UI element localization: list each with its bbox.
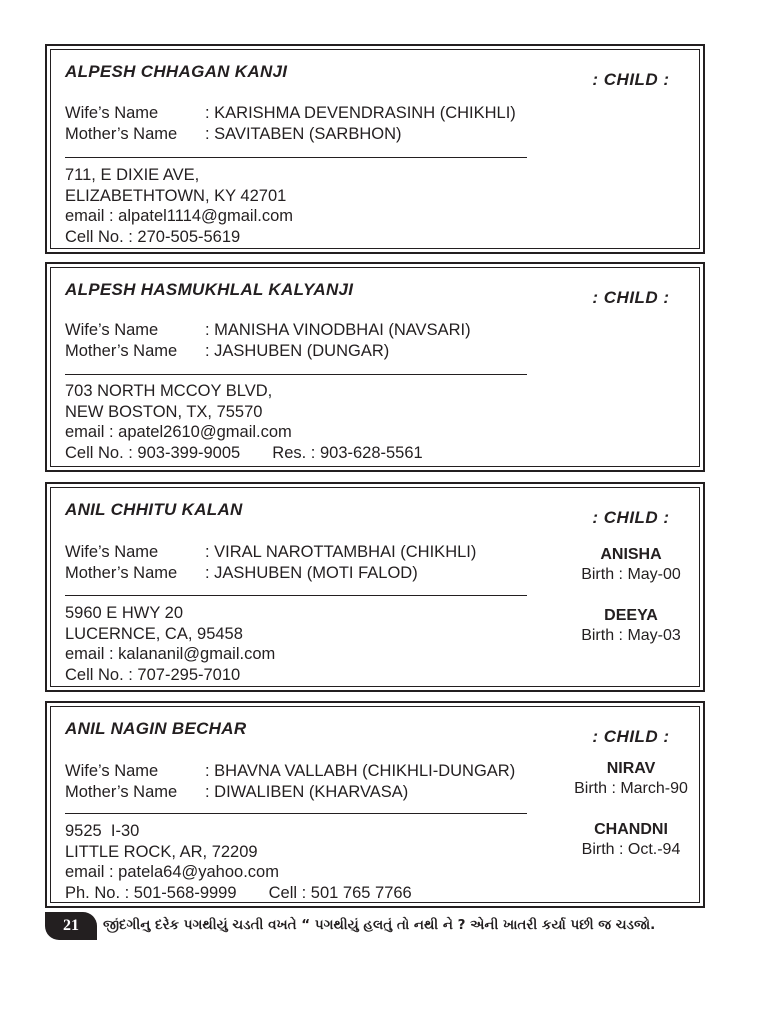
child-entry xyxy=(551,759,711,799)
family-card-1 xyxy=(45,44,705,254)
mother-value: : DIWALIBEN (KHARVASA) xyxy=(205,783,409,801)
family-head-name: ANIL CHHITU KALAN xyxy=(65,500,243,519)
phone-line: Cell No. : 903-399-9005 Res. : 903-628-5561 xyxy=(65,443,423,462)
wife-value: : BHAVNA VALLABH (CHIKHLI-DUNGAR) xyxy=(205,762,516,780)
divider-line xyxy=(65,813,527,814)
address-block xyxy=(65,165,293,247)
divider-line xyxy=(65,595,527,596)
mother-row xyxy=(65,124,402,145)
divider-line xyxy=(65,157,527,158)
child-name: NIRAV xyxy=(606,760,656,777)
wife-label: Wife’s Name xyxy=(65,543,159,561)
address-line-1: 9525 I-30 xyxy=(65,822,140,840)
mother-label: Mother’s Name xyxy=(65,564,178,582)
email-line: email : apatel2610@gmail.com xyxy=(65,423,292,441)
child-entry xyxy=(551,545,711,585)
mother-row xyxy=(65,341,389,362)
phone-line: Ph. No. : 501-568-9999 Cell : 501 765 7766 xyxy=(65,883,412,902)
wife-label: Wife’s Name xyxy=(65,762,159,780)
child-birth: Birth : March-90 xyxy=(574,780,688,797)
family-head-name: ALPESH HASMUKHLAL KALYANJI xyxy=(65,280,354,299)
address-line-2: LUCERNCE, CA, 95458 xyxy=(65,624,243,643)
wife-row xyxy=(65,103,516,124)
child-header: : CHILD : xyxy=(592,727,670,746)
child-name: DEEYA xyxy=(604,607,658,624)
child-entry xyxy=(551,606,711,646)
card-inner-border xyxy=(50,267,700,467)
child-birth: Birth : May-03 xyxy=(581,627,681,644)
wife-value: : KARISHMA DEVENDRASINH (CHIKHLI) xyxy=(205,104,516,122)
page-footer xyxy=(45,912,705,940)
email-line: email : kalananil@gmail.com xyxy=(65,645,276,663)
mother-value: : SAVITABEN (SARBHON) xyxy=(205,125,402,143)
child-birth: Birth : Oct.-94 xyxy=(581,841,681,858)
card-inner-border xyxy=(50,706,700,903)
child-name: ANISHA xyxy=(600,546,662,563)
address-line-2: LITTLE ROCK, AR, 72209 xyxy=(65,842,258,861)
address-block xyxy=(65,821,412,903)
wife-label: Wife’s Name xyxy=(65,104,159,122)
address-line-1: 703 NORTH MCCOY BLVD, xyxy=(65,382,273,400)
wife-row xyxy=(65,320,471,341)
child-name: CHANDNI xyxy=(594,821,668,838)
mother-label: Mother’s Name xyxy=(65,342,178,360)
family-card-2 xyxy=(45,262,705,472)
address-line-2: ELIZABETHTOWN, KY 42701 xyxy=(65,186,287,205)
address-block xyxy=(65,603,275,685)
child-birth: Birth : May-00 xyxy=(581,566,681,583)
wife-value: : VIRAL NAROTTAMBHAI (CHIKHLI) xyxy=(205,543,477,561)
phone-line: Cell No. : 270-505-5619 xyxy=(65,227,241,246)
mother-value: : JASHUBEN (MOTI FALOD) xyxy=(205,564,418,582)
wife-value: : MANISHA VINODBHAI (NAVSARI) xyxy=(205,321,471,339)
mother-label: Mother’s Name xyxy=(65,125,178,143)
mother-row xyxy=(65,563,418,584)
family-card-3 xyxy=(45,482,705,692)
divider-line xyxy=(65,374,527,375)
card-inner-border xyxy=(50,49,700,249)
email-line: email : patela64@yahoo.com xyxy=(65,863,279,881)
address-block xyxy=(65,381,423,463)
child-entry xyxy=(551,820,711,860)
phone-line: Cell No. : 707-295-7010 xyxy=(65,665,241,684)
footer-quote: જીંદગીનુ દરેક પગથીયું ચડતી વખતે “ પગથીયું હલતું તો નથી ને ? એની ખાતરી કર્યા પછી જ ચડજો. xyxy=(103,917,656,933)
wife-label: Wife’s Name xyxy=(65,321,159,339)
family-head-name: ALPESH CHHAGAN KANJI xyxy=(65,62,288,81)
card-inner-border xyxy=(50,487,700,687)
child-header: : CHILD : xyxy=(592,508,670,527)
wife-row xyxy=(65,542,476,563)
mother-label: Mother’s Name xyxy=(65,783,178,801)
page-number-badge: 21 xyxy=(45,912,97,940)
child-header: : CHILD : xyxy=(592,70,670,89)
address-line-1: 711, E DIXIE AVE, xyxy=(65,166,200,184)
family-head-name: ANIL NAGIN BECHAR xyxy=(65,719,247,738)
wife-row xyxy=(65,761,515,782)
child-header: : CHILD : xyxy=(592,288,670,307)
address-line-2: NEW BOSTON, TX, 75570 xyxy=(65,402,263,421)
email-line: email : alpatel1114@gmail.com xyxy=(65,207,293,225)
mother-value: : JASHUBEN (DUNGAR) xyxy=(205,342,390,360)
family-card-4 xyxy=(45,701,705,908)
mother-row xyxy=(65,782,408,803)
address-line-1: 5960 E HWY 20 xyxy=(65,604,184,622)
